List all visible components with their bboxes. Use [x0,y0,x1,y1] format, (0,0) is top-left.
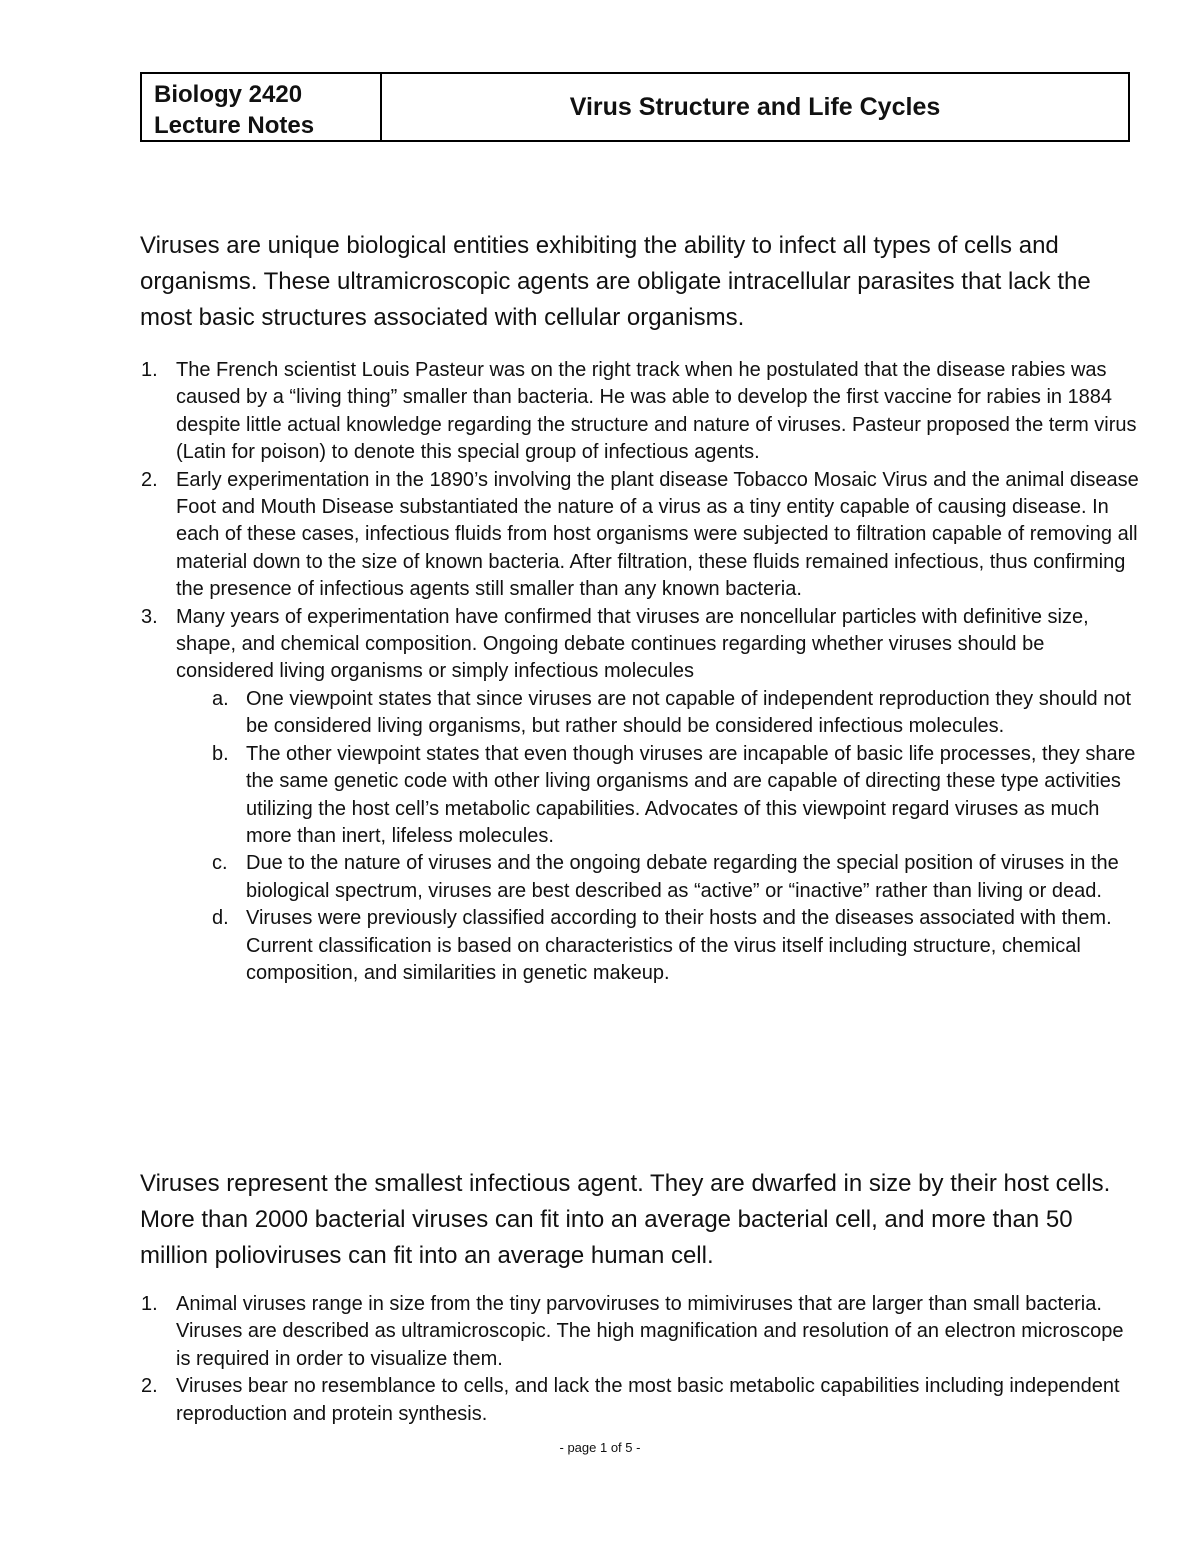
list-item [140,357,1140,467]
page-number: - page 1 of 5 - [559,1440,641,1455]
sub-list-item-letter: c. [212,852,228,875]
sub-list-item [140,905,1140,987]
sub-list-item [140,741,1140,851]
sub-list-item-text: The other viewpoint states that even though viruses are incapable of basic life processes, they share the same genetic code with other living organisms and are capable of directing these type activities utilizing the host cell’s metabolic capabilities. Advocates of this viewpoint regard viruses as much more than inert, lifeless molecules. [246,742,1136,847]
list-item-number: 2. [141,468,158,491]
header-box [140,72,1130,142]
list-item [140,1373,1140,1428]
list-item [140,467,1140,604]
list-item-text: Animal viruses range in size from the tiny parvoviruses to mimiviruses that are larger than small bacteria. Viruses are described as ultramicroscopic. The high magnification and resolution of an electron microscope is required in order to visualize them. [176,1293,1124,1370]
list-item-number: 1. [141,359,158,381]
list-item-number: 1. [141,1293,158,1315]
section-2-list [140,1291,1140,1428]
list-item-number: 2. [141,1375,158,1398]
sub-list-item-letter: b. [212,742,229,765]
sub-list-item-text: One viewpoint states that since viruses are not capable of independent reproduction they should not be considered living organisms, but rather should be considered infectious molecules. [246,687,1132,738]
document-title: Virus Structure and Life Cycles [569,92,941,121]
sub-list-item [140,850,1140,905]
course-label [142,74,382,140]
list-item-text: Viruses bear no resemblance to cells, and lack the most basic metabolic capabilities including independent reproduction and protein synthesis. [176,1375,1120,1425]
sub-list-item-text: Viruses were previously classified according to their hosts and the diseases associated with them. Current classification is based on characteristics of the virus itself including structure, chemical composition, and similarities in genetic makeup. [246,907,1112,984]
section-1-list [140,357,1140,987]
list-item [140,604,1140,686]
sub-list-item [140,686,1140,741]
sub-list-item-letter: d. [212,907,229,930]
course-name: Biology 2420 [154,81,303,108]
list-item-text: Many years of experimentation have confirmed that viruses are noncellular particles with definitive size, shape, and chemical composition. Ongoing debate continues regarding whether viruses should be considered living organisms or simply infectious molecules [176,605,1089,683]
list-item-text: Early experimentation in the 1890’s involving the plant disease Tobacco Mosaic Virus and the animal disease Foot and Mouth Disease substantiated the nature of a virus as a tiny entity capable of causing disease. In each of these cases, infectious fluids from host organisms were subjected to filtration capable of removing all material down to the size of known bacteria. After filtration, these fluids remained infectious, thus confirming the presence of infectious agents still smaller than any known bacteria. [176,468,1139,601]
sub-list-item-letter: a. [212,687,229,710]
list-item-text: The French scientist Louis Pasteur was on the right track when he postulated that the disease rabies was caused by a “living thing” smaller than bacteria. He was able to develop the first vaccine for rabies in 1884 despite little actual knowledge regarding the structure and nature of viruses. Pasteur proposed the term virus (Latin for poison) to denote this special group of infectious agents. [176,359,1137,464]
list-item [140,1291,1140,1373]
section-1-intro: Viruses are unique biological entities exhibiting the ability to infect all types of cells and organisms. These ultramicroscopic agents are obligate intracellular parasites that lack the most basic structures associated with cellular organisms. [140,232,1091,331]
course-subtitle: Lecture Notes [154,112,315,139]
list-item-number: 3. [141,605,158,628]
section-2-intro: Viruses represent the smallest infectious agent. They are dwarfed in size by their host cells. More than 2000 bacterial viruses can fit into an average bacterial cell, and more than 50 million polioviruses can fit into an average human cell. [140,1170,1111,1269]
sub-list-item-text: Due to the nature of viruses and the ongoing debate regarding the special position of viruses in the biological spectrum, viruses are best described as “active” or “inactive” rather than living or dead. [246,852,1119,902]
